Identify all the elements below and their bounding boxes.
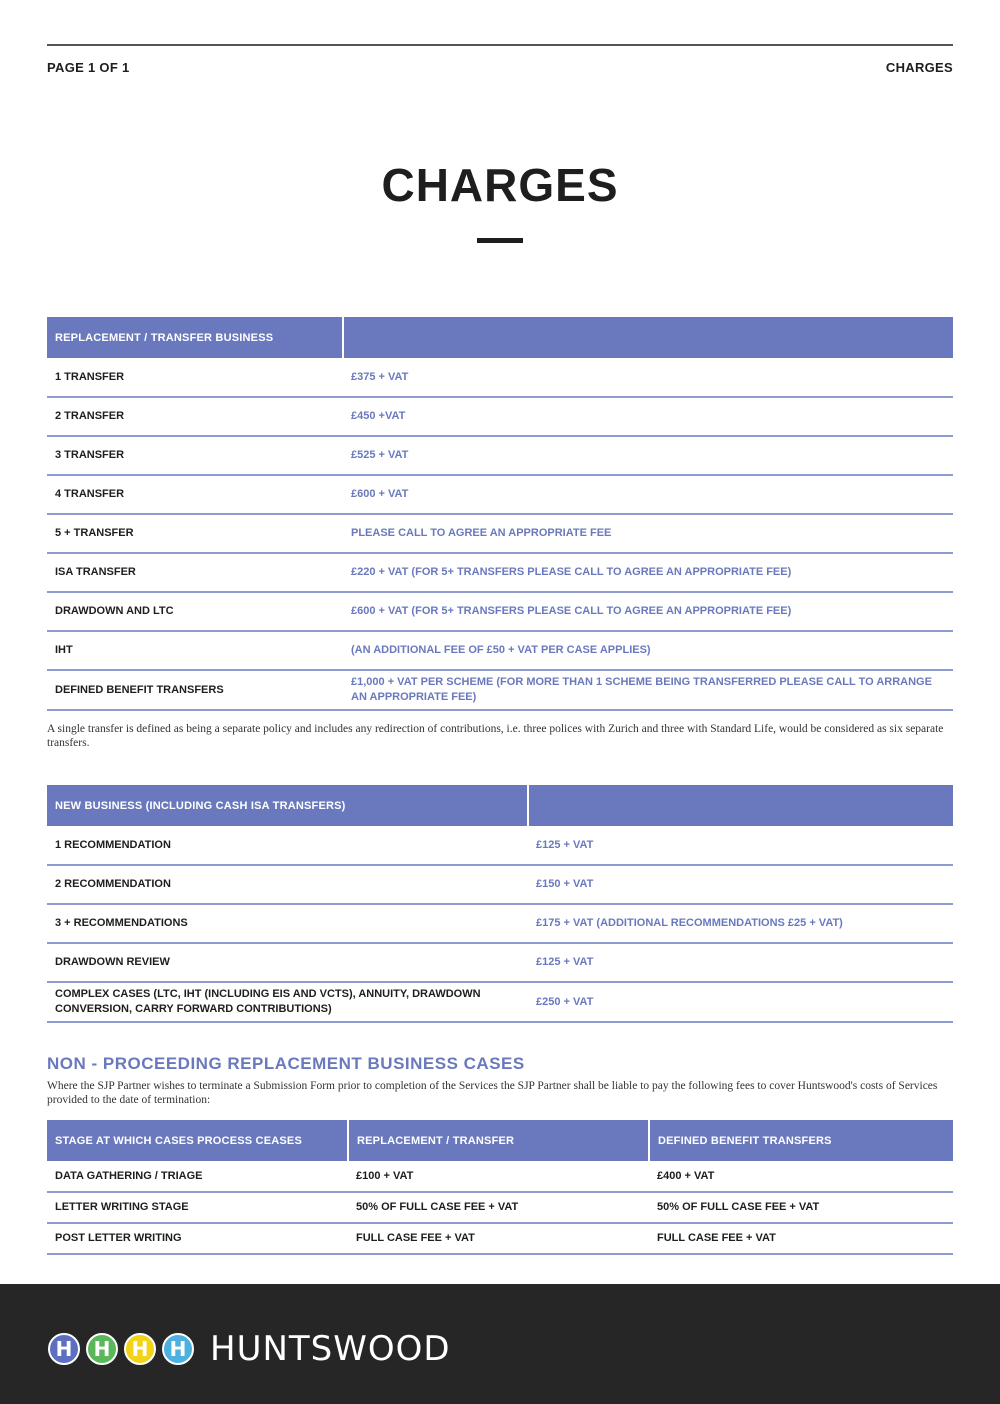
row-label: COMPLEX CASES (LTC, IHT (INCLUDING EIS AND VCTS), ANNUITY, DRAWDOWN CONVERSION, CARRY FORWARD CONTRIBUTIONS) (47, 982, 528, 1022)
row-label: 1 RECOMMENDATION (47, 826, 528, 865)
replacement-table (47, 317, 953, 711)
row-label: 2 TRANSFER (47, 397, 343, 436)
replacement-header: REPLACEMENT / TRANSFER BUSINESS (47, 317, 343, 358)
table-row (47, 1192, 953, 1223)
non-proceeding-table (47, 1120, 953, 1255)
row-label: 4 TRANSFER (47, 475, 343, 514)
row-value: £375 + VAT (343, 358, 953, 397)
row-value: (AN ADDITIONAL FEE OF £50 + VAT PER CASE APPLIES) (343, 631, 953, 670)
row-value: £1,000 + VAT PER SCHEME (FOR MORE THAN 1 SCHEME BEING TRANSFERRED PLEASE CALL TO ARRANGE AN APPROPRIATE FEE) (343, 670, 953, 710)
new-business-header-blank (528, 785, 953, 826)
huntswood-logo (48, 1329, 451, 1369)
brand-name: HUNTSWOOD (210, 1329, 451, 1369)
replacement-cell: FULL CASE FEE + VAT (348, 1223, 649, 1254)
row-value: £600 + VAT (343, 475, 953, 514)
row-value: £450 +VAT (343, 397, 953, 436)
title-underline (477, 238, 523, 243)
replacement-cell: 50% OF FULL CASE FEE + VAT (348, 1192, 649, 1223)
table-row (47, 358, 953, 397)
table-row (47, 514, 953, 553)
table-row (47, 943, 953, 982)
row-value: £125 + VAT (528, 943, 953, 982)
defined-benefit-cell: FULL CASE FEE + VAT (649, 1223, 953, 1254)
table-row (47, 553, 953, 592)
table-row (47, 1161, 953, 1192)
defined-benefit-cell: 50% OF FULL CASE FEE + VAT (649, 1192, 953, 1223)
replacement-transfer-header: REPLACEMENT / TRANSFER (348, 1120, 649, 1161)
table-row (47, 826, 953, 865)
row-label: DRAWDOWN REVIEW (47, 943, 528, 982)
logo-h-icon: H (86, 1333, 118, 1365)
transfer-definition-note: A single transfer is defined as being a separate policy and includes any redirection of contributions, i.e. three polices with Zurich and three with Standard Life, would be considered as six separate transfers. (47, 723, 944, 749)
row-value: £525 + VAT (343, 436, 953, 475)
stage-cell: DATA GATHERING / TRIAGE (47, 1161, 348, 1192)
logo-h-icon: H (124, 1333, 156, 1365)
table-row (47, 670, 953, 710)
row-label: 5 + TRANSFER (47, 514, 343, 553)
row-label: 3 TRANSFER (47, 436, 343, 475)
table-row (47, 436, 953, 475)
row-value: £150 + VAT (528, 865, 953, 904)
table-row (47, 1223, 953, 1254)
table-row (47, 904, 953, 943)
page-title: CHARGES (381, 159, 619, 211)
row-value: PLEASE CALL TO AGREE AN APPROPRIATE FEE (343, 514, 953, 553)
row-label: DRAWDOWN AND LTC (47, 592, 343, 631)
table-row (47, 982, 953, 1022)
page-number: PAGE 1 OF 1 (47, 60, 130, 75)
row-label: DEFINED BENEFIT TRANSFERS (47, 670, 343, 710)
table-row (47, 631, 953, 670)
row-value: £600 + VAT (FOR 5+ TRANSFERS PLEASE CALL TO AGREE AN APPROPRIATE FEE) (343, 592, 953, 631)
table-row (47, 865, 953, 904)
row-label: 3 + RECOMMENDATIONS (47, 904, 528, 943)
header-section-label: CHARGES (885, 60, 953, 75)
defined-benefit-cell: £400 + VAT (649, 1161, 953, 1192)
new-business-header: NEW BUSINESS (INCLUDING CASH ISA TRANSFERS) (47, 785, 528, 826)
defined-benefit-header: DEFINED BENEFIT TRANSFERS (649, 1120, 953, 1161)
logo-h-icon: H (48, 1333, 80, 1365)
row-value: £125 + VAT (528, 826, 953, 865)
replacement-header-blank (343, 317, 953, 358)
top-rule (47, 44, 953, 46)
row-label: ISA TRANSFER (47, 553, 343, 592)
logo-h-icon: H (162, 1333, 194, 1365)
replacement-cell: £100 + VAT (348, 1161, 649, 1192)
non-proceeding-intro: Where the SJP Partner wishes to terminate a Submission Form prior to completion of the Services the SJP Partner shall be liable to pay the following fees to cover Huntswood's costs of Services provided to the date of termination: (47, 1080, 938, 1106)
stage-header: STAGE AT WHICH CASES PROCESS CEASES (47, 1120, 348, 1161)
row-value: £220 + VAT (FOR 5+ TRANSFERS PLEASE CALL TO AGREE AN APPROPRIATE FEE) (343, 553, 953, 592)
row-value: £250 + VAT (528, 982, 953, 1022)
new-business-table (47, 785, 953, 1023)
stage-cell: LETTER WRITING STAGE (47, 1192, 348, 1223)
row-value: £175 + VAT (ADDITIONAL RECOMMENDATIONS £25 + VAT) (528, 904, 953, 943)
row-label: 2 RECOMMENDATION (47, 865, 528, 904)
non-proceeding-title: NON - PROCEEDING REPLACEMENT BUSINESS CASES (47, 1054, 525, 1073)
table-row (47, 592, 953, 631)
stage-cell: POST LETTER WRITING (47, 1223, 348, 1254)
table-row (47, 397, 953, 436)
row-label: 1 TRANSFER (47, 358, 343, 397)
row-label: IHT (47, 631, 343, 670)
table-row (47, 475, 953, 514)
